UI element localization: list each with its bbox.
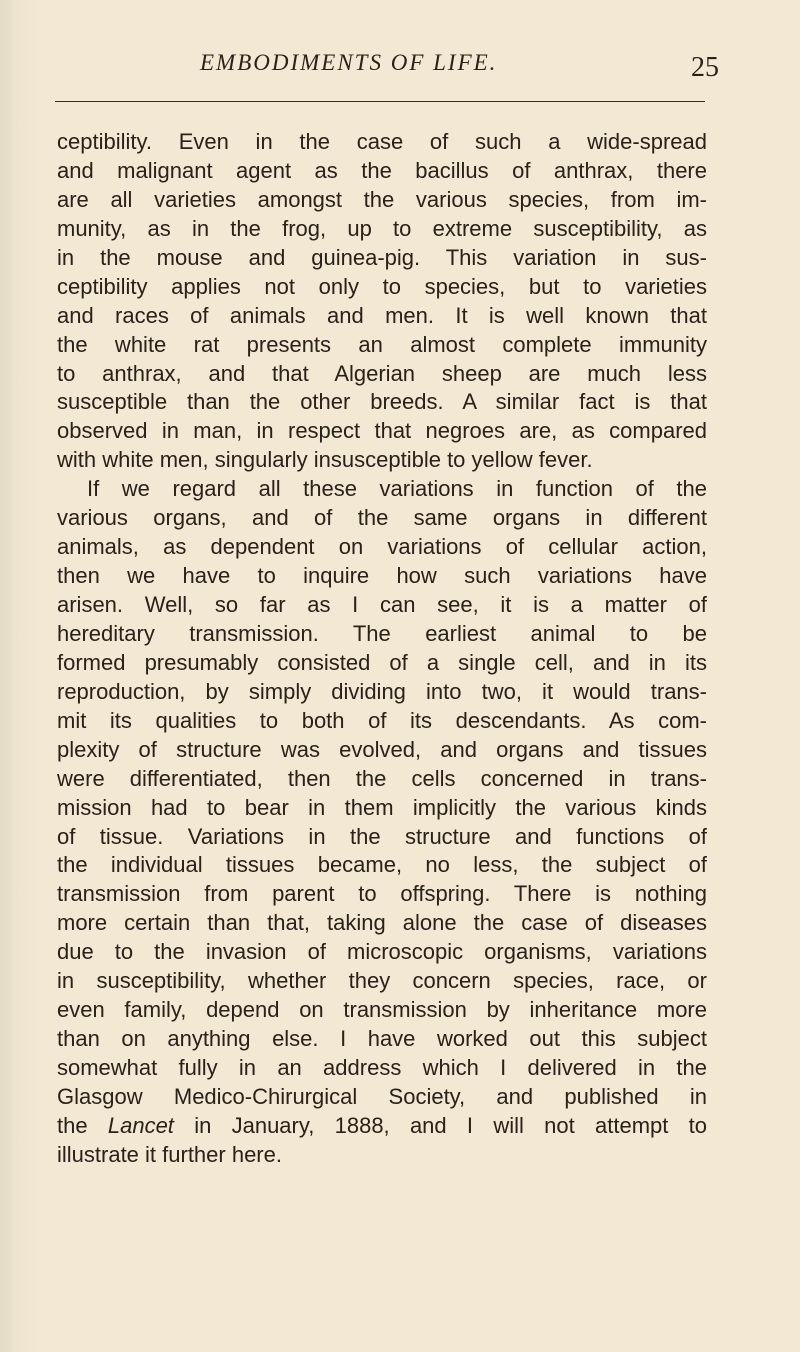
text-line: and malignant agent as the bacillus of anthrax, there bbox=[57, 157, 707, 183]
text-line: animals, as dependent on variations of cellular action, bbox=[57, 534, 707, 560]
text-line: of tissue. Variations in the structure and functions of bbox=[57, 823, 707, 849]
text-line: than on anything else. I have worked out this subject bbox=[57, 1026, 707, 1052]
running-head bbox=[0, 50, 800, 90]
text-line: If we regard all these variations in function of the bbox=[87, 476, 707, 502]
text-line: and races of animals and men. It is well known that bbox=[57, 302, 707, 328]
text-fragment: the bbox=[57, 1112, 108, 1138]
text-line: then we have to inquire how such variations have bbox=[57, 563, 707, 589]
text-line: due to the invasion of microscopic organisms, variations bbox=[57, 939, 707, 965]
text-line: ceptibility applies not only to species, but to varieties bbox=[57, 273, 707, 299]
text-fragment: in January, 1888, and I will not attempt to bbox=[173, 1112, 707, 1138]
text-line: to anthrax, and that Algerian sheep are much less bbox=[57, 360, 707, 386]
text-line: even family, depend on transmission by inheritance more bbox=[57, 997, 707, 1023]
text-line: were differentiated, then the cells concerned in trans- bbox=[57, 765, 707, 791]
text-line: more certain than that, taking alone the case of diseases bbox=[57, 910, 707, 936]
text-line bbox=[57, 1112, 707, 1141]
text-line: in the mouse and guinea-pig. This variation in sus- bbox=[57, 244, 707, 270]
text-line: susceptible than the other breeds. A similar fact is that bbox=[57, 389, 707, 415]
header-rule bbox=[55, 101, 705, 102]
text-line: hereditary transmission. The earliest animal to be bbox=[57, 620, 707, 646]
text-line: observed in man, in respect that negroes are, as compared bbox=[57, 418, 707, 444]
text-line: Glasgow Medico-Chirurgical Society, and published in bbox=[57, 1083, 707, 1109]
text-line: arisen. Well, so far as I can see, it is a matter of bbox=[57, 592, 707, 617]
text-line: illustrate it further here. bbox=[57, 1141, 282, 1167]
text-line: ceptibility. Even in the case of such a wide-spread bbox=[57, 129, 707, 154]
text-line: with white men, singularly insusceptible to yellow fever. bbox=[57, 447, 593, 473]
text-line: various organs, and of the same organs in different bbox=[57, 505, 707, 531]
text-line: mission had to bear in them implicitly the various kinds bbox=[57, 794, 707, 820]
text-line: are all varieties amongst the various species, from im- bbox=[57, 186, 707, 212]
text-line: reproduction, by simply dividing into two, it would trans- bbox=[57, 678, 707, 704]
text-line: transmission from parent to offspring. There is nothing bbox=[57, 881, 707, 907]
page-number: 25 bbox=[691, 52, 719, 83]
text-line: the individual tissues became, no less, the subject of bbox=[57, 852, 707, 878]
text-line: formed presumably consisted of a single cell, and in its bbox=[57, 649, 707, 675]
text-line: munity, as in the frog, up to extreme susceptibility, as bbox=[57, 215, 707, 241]
journal-title: Lancet bbox=[107, 1112, 174, 1138]
text-line: mit its qualities to both of its descendants. As com- bbox=[57, 707, 707, 733]
text-line: somewhat fully in an address which I delivered in the bbox=[57, 1055, 707, 1080]
text-line: the white rat presents an almost complete immunity bbox=[57, 331, 707, 357]
text-line: in susceptibility, whether they concern species, race, or bbox=[57, 968, 707, 994]
body-text bbox=[57, 128, 707, 1170]
text-line: plexity of structure was evolved, and organs and tissues bbox=[57, 736, 707, 762]
running-title: EMBODIMENTS OF LIFE. bbox=[200, 50, 498, 75]
